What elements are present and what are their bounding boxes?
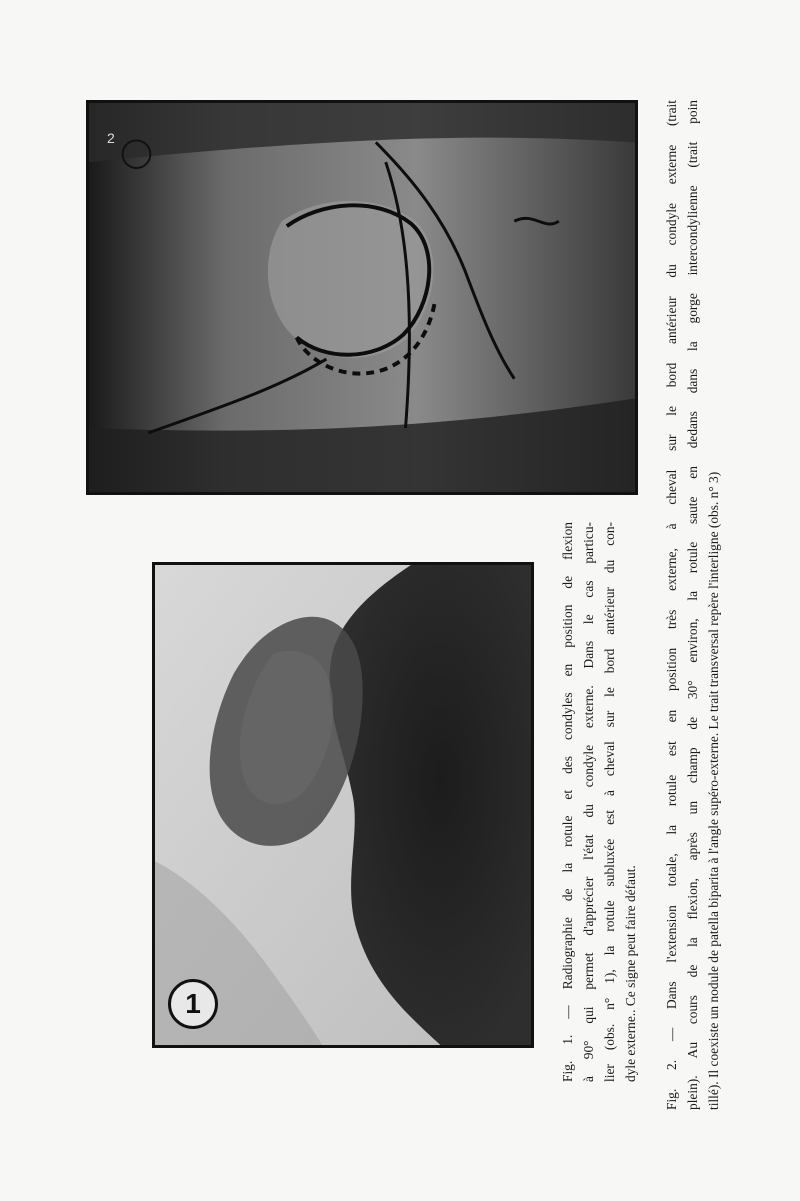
caption-line: Fig. 1. — Radiographie de la rotule et des condyles en position de flexion xyxy=(560,522,575,1082)
radiograph-1-image xyxy=(155,565,531,1045)
caption-line: tillé). Il coexiste un nodule de patella biparita à l'angle supéro-externe. Le trait transversal repère l'interligne (obs. n° 3) xyxy=(706,471,721,1110)
caption-line: à 90° qui permet d'apprécier l'état du condyle externe. Dans le cas particu- xyxy=(581,522,596,1082)
figure-1-caption xyxy=(557,522,641,1082)
caption-line: dyle externe.. Ce signe peut faire défaut. xyxy=(623,865,638,1082)
figure-2-number: 2 xyxy=(107,130,115,146)
figure-2-caption xyxy=(661,100,724,1110)
caption-line: lier (obs. n° 1), la rotule subluxée est à cheval sur le bord antérieur du con- xyxy=(602,522,617,1082)
caption-line: Fig. 2. — Dans l'extension totale, la rotule est en position très externe, à cheval sur le bord antérieur du condyle externe (trait xyxy=(664,100,679,1110)
figure-2-photograph xyxy=(86,100,638,495)
figure-1-number: 1 xyxy=(168,979,218,1029)
figure-1-radiograph xyxy=(152,562,534,1048)
photograph-2-image xyxy=(89,103,635,492)
caption-line: plein). Au cours de la flexion, après un champ de 30° environ, la rotule saute en dedans dans la gorge intercondylienne (trait poin xyxy=(685,100,700,1110)
